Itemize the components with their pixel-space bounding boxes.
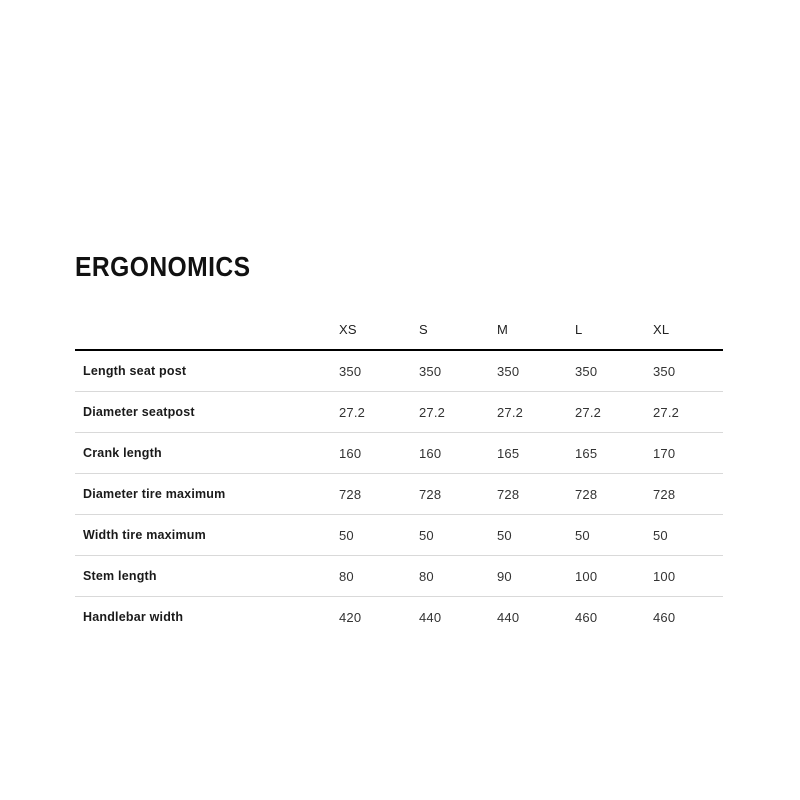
ergonomics-section — [75, 251, 723, 637]
row-label: Handlebar width — [83, 610, 184, 624]
cell-value: 160 — [339, 433, 419, 474]
cell-value: 350 — [653, 350, 723, 392]
cell-value: 460 — [575, 609, 598, 625]
cell-value: 27.2 — [653, 392, 723, 433]
cell-value: 728 — [575, 474, 653, 515]
header-size-xl: XL — [653, 309, 723, 350]
cell-value: 27.2 — [339, 392, 419, 433]
table-row — [75, 474, 723, 515]
header-size-s: S — [419, 309, 497, 350]
cell-value: 27.2 — [419, 392, 497, 433]
header-empty-cell — [75, 309, 339, 350]
cell-value: 350 — [419, 350, 497, 392]
cell-value: 440 — [419, 609, 442, 625]
cell-value: 420 — [339, 609, 362, 625]
table-row — [75, 556, 723, 597]
cell-value: 100 — [653, 556, 723, 597]
cell-value: 460 — [653, 609, 676, 625]
cell-value: 440 — [497, 609, 520, 625]
cell-value: 728 — [419, 474, 497, 515]
cell-value: 50 — [653, 515, 723, 556]
cell-value: 165 — [575, 433, 653, 474]
cell-value: 80 — [419, 556, 497, 597]
cell-value: 350 — [497, 350, 575, 392]
cell-value: 27.2 — [575, 392, 653, 433]
cell-value: 165 — [497, 433, 575, 474]
row-label: Length seat post — [75, 350, 339, 392]
table-row — [75, 433, 723, 474]
header-size-l: L — [575, 309, 653, 350]
table-row — [75, 350, 723, 392]
page-title: ERGONOMICS — [75, 251, 251, 282]
cell-value: 80 — [339, 556, 419, 597]
row-label: Stem length — [75, 556, 339, 597]
cell-value: 50 — [575, 515, 653, 556]
cell-value: 728 — [339, 474, 419, 515]
cell-value: 350 — [575, 350, 653, 392]
cell-value: 27.2 — [497, 392, 575, 433]
table-row — [75, 597, 723, 638]
row-label: Diameter tire maximum — [75, 474, 339, 515]
cell-value: 728 — [653, 474, 723, 515]
table-row — [75, 392, 723, 433]
row-label: Crank length — [75, 433, 339, 474]
row-label: Diameter seatpost — [75, 392, 339, 433]
cell-value: 50 — [497, 515, 575, 556]
cell-value: 170 — [653, 433, 723, 474]
table-header-row — [75, 309, 723, 350]
cell-value: 50 — [339, 515, 419, 556]
header-size-m: M — [497, 309, 575, 350]
row-label: Width tire maximum — [75, 515, 339, 556]
cell-value: 350 — [339, 350, 419, 392]
ergonomics-table — [75, 309, 723, 637]
table-row — [75, 515, 723, 556]
header-size-xs: XS — [339, 309, 419, 350]
cell-value: 50 — [419, 515, 497, 556]
cell-value: 728 — [497, 474, 575, 515]
cell-value: 100 — [575, 556, 653, 597]
cell-value: 90 — [497, 556, 575, 597]
cell-value: 160 — [419, 433, 497, 474]
